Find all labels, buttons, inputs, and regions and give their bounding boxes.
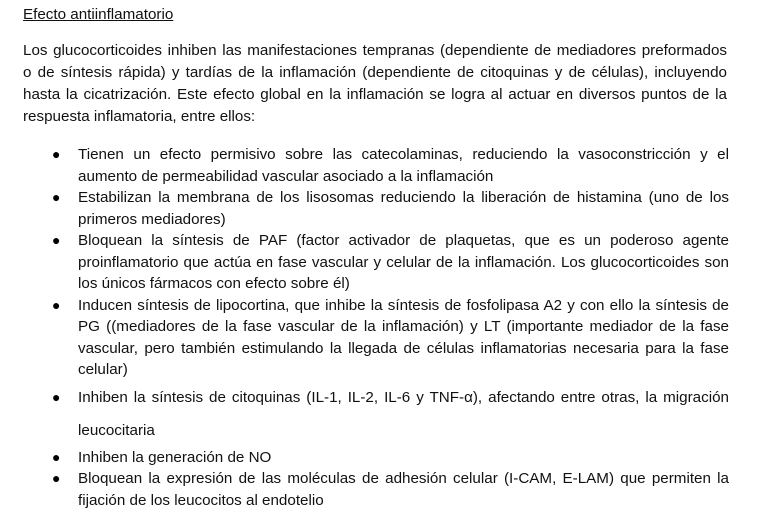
bullet-icon: ● bbox=[52, 388, 61, 405]
list-item-text: Inhiben la síntesis de citoquinas (IL-1, IL-2, IL-6 y TNF-α), afectando entre otras, la migración leucocitaria bbox=[78, 388, 729, 439]
list-item-text: Inducen síntesis de lipocortina, que inhibe la síntesis de fosfolipasa A2 y con ello la síntesis de PG ((mediadores de la fase vascular de la inflamación) y LT (importante mediador de la fase vascular, pero también estimulando la llegada de células inflamatorias necesaria para la fase celular) bbox=[78, 296, 729, 378]
bullet-icon: ● bbox=[52, 189, 61, 205]
intro-paragraph: Los glucocorticoides inhiben las manifestaciones tempranas (dependiente de mediadores preformados o de síntesis rápida) y tardías de la inflamación (dependiente de citoquinas y de células), incluyendo hasta la cicatrización. Este efecto global en la inflamación se logra al actuar en diversos puntos de la respuesta inflamatoria, entre ellos: bbox=[23, 42, 727, 125]
list-item bbox=[23, 187, 729, 230]
bullet-icon: ● bbox=[52, 296, 61, 313]
section-heading: Efecto antiinflamatorio bbox=[23, 6, 174, 23]
list-item-text: Estabilizan la membrana de los lisosomas reduciendo la liberación de histamina (uno de los primeros mediadores) bbox=[78, 189, 729, 228]
bullet-icon: ● bbox=[52, 448, 61, 465]
list-item-text: Inhiben la generación de NO bbox=[78, 448, 272, 466]
list-item bbox=[23, 144, 729, 187]
list-item bbox=[23, 381, 729, 447]
list-item bbox=[23, 295, 729, 381]
list-item-text: Bloquean la expresión de las moléculas de adhesión celular (I-CAM, E-LAM) que permiten la fijación de los leucocitos al endotelio bbox=[78, 470, 729, 509]
effects-list bbox=[23, 144, 729, 511]
list-item bbox=[23, 230, 729, 295]
list-item bbox=[23, 468, 729, 511]
list-item-text: Tienen un efecto permisivo sobre las catecolaminas, reduciendo la vasoconstricción y el aumento de permeabilidad vascular asociado a la inflamación bbox=[78, 146, 729, 185]
bullet-icon: ● bbox=[52, 232, 61, 248]
bullet-icon: ● bbox=[52, 146, 61, 162]
list-item bbox=[23, 447, 729, 469]
bullet-icon: ● bbox=[52, 470, 61, 486]
list-item-text: Bloquean la síntesis de PAF (factor activador de plaquetas, que es un poderoso agente proinflamatorio que actúa en fase vascular y celular de la inflamación. Los glucocorticoides son los únicos fármacos con efecto sobre él) bbox=[78, 232, 729, 292]
